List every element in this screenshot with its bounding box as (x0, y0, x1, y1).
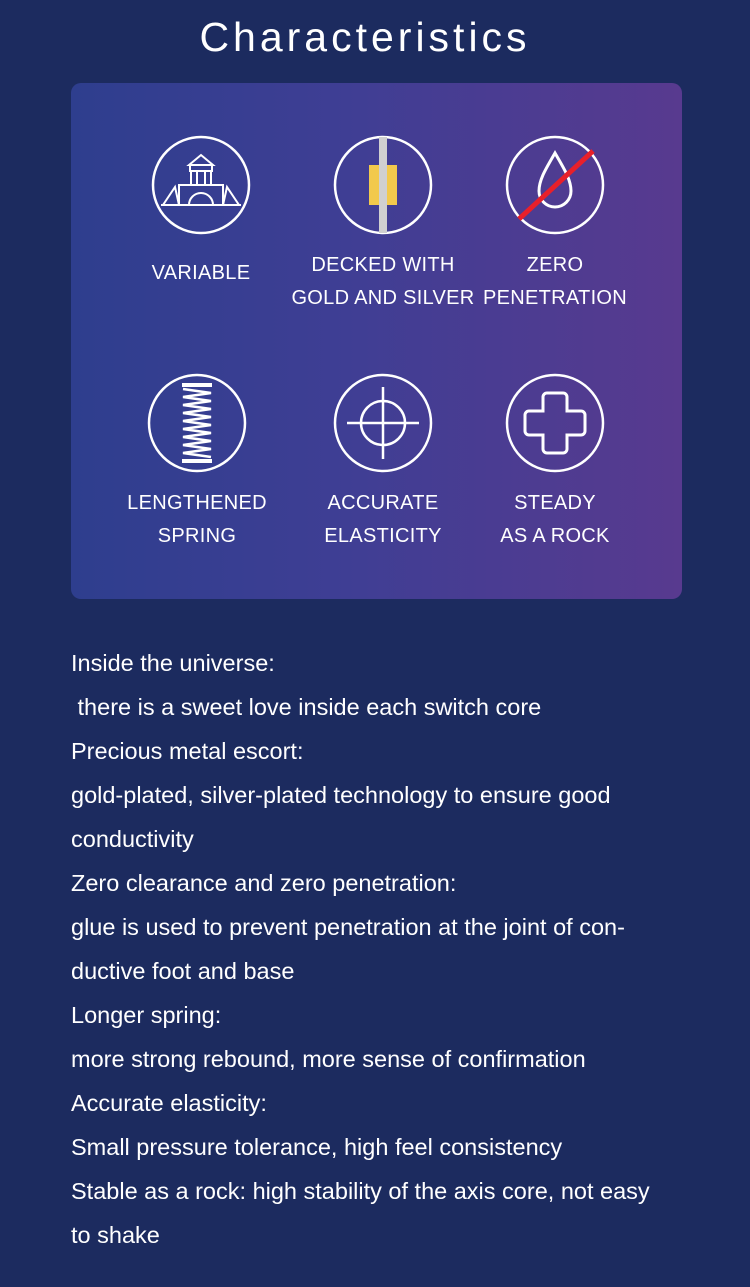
description-line: Small pressure tolerance, high feel consistency (71, 1134, 563, 1160)
crosshair-icon (333, 373, 433, 473)
feature-variable (101, 135, 301, 335)
description-line: Zero clearance and zero penetration: (71, 870, 457, 896)
building-blocks-icon (151, 135, 251, 235)
feature-label: ACCURATE ELASTICITY (324, 492, 442, 547)
description-text (71, 641, 711, 1257)
feature-label: DECKED WITH GOLD AND SILVER (291, 254, 475, 309)
feature-steady-as-rock (455, 373, 655, 573)
description-line: conductivity (71, 826, 194, 852)
description-line: ductive foot and base (71, 958, 295, 984)
description-line: more strong rebound, more sense of confirmation (71, 1046, 586, 1072)
feature-label: LENGTHENED SPRING (127, 492, 267, 547)
feature-label: ZERO PENETRATION (482, 254, 628, 309)
page-title: Characteristics (199, 14, 531, 60)
no-drop-icon (505, 135, 605, 235)
feature-lengthened-spring (97, 373, 297, 573)
feature-zero-penetration (455, 135, 655, 335)
description-line: Inside the universe: (71, 650, 275, 676)
feature-label: VARIABLE (151, 262, 251, 284)
description-line: Stable as a rock: high stability of the axis core, not easy (71, 1178, 650, 1204)
description-line: Longer spring: (71, 1002, 222, 1028)
description-line: glue is used to prevent penetration at the joint of con- (71, 914, 625, 940)
cross-plus-icon (505, 373, 605, 473)
description-line: to shake (71, 1222, 160, 1248)
description-line: Accurate elasticity: (71, 1090, 267, 1116)
description-line: gold-plated, silver-plated technology to ensure good (71, 782, 611, 808)
characteristics-panel (71, 83, 682, 599)
gold-silver-contact-icon (333, 135, 433, 235)
description-line: Precious metal escort: (71, 738, 304, 764)
spring-icon (147, 373, 247, 473)
feature-label: STEADY AS A ROCK (500, 492, 610, 547)
description-line: there is a sweet love inside each switch core (71, 694, 542, 720)
